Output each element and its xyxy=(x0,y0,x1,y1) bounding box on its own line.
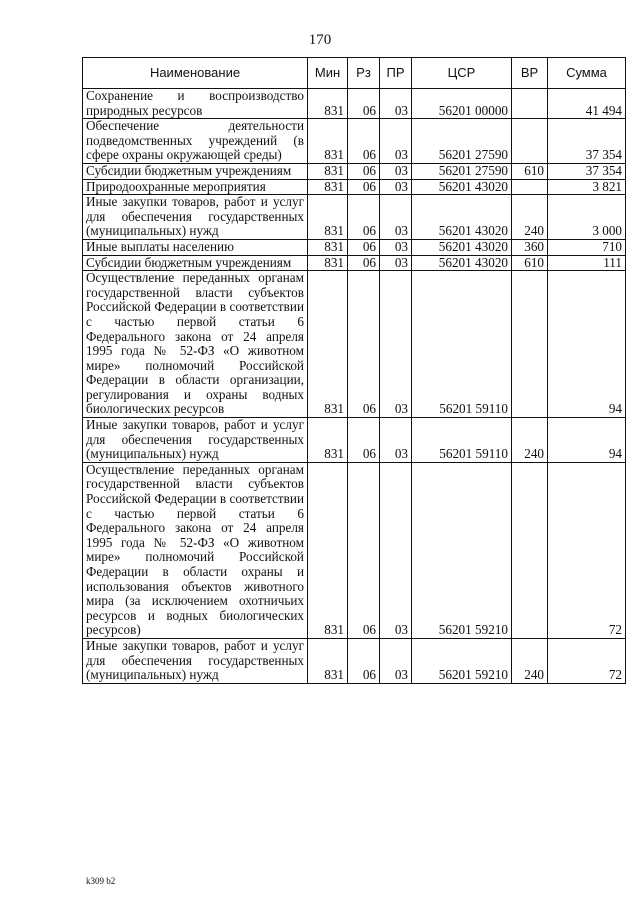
row-sum: 3 000 xyxy=(548,195,626,240)
row-min: 831 xyxy=(308,255,348,271)
row-rz: 06 xyxy=(348,418,380,463)
table-row xyxy=(83,462,626,638)
table-row xyxy=(83,195,626,240)
row-rz: 06 xyxy=(348,462,380,638)
row-csr: 56201 43020 xyxy=(412,179,512,195)
row-rz: 06 xyxy=(348,239,380,255)
table-header-row xyxy=(83,58,626,89)
row-sum: 710 xyxy=(548,239,626,255)
budget-table xyxy=(82,57,626,684)
row-rz: 06 xyxy=(348,89,380,119)
row-rz: 06 xyxy=(348,179,380,195)
row-sum: 111 xyxy=(548,255,626,271)
table-row xyxy=(83,239,626,255)
row-vr xyxy=(512,462,548,638)
row-vr: 240 xyxy=(512,195,548,240)
row-rz: 06 xyxy=(348,195,380,240)
row-sum: 37 354 xyxy=(548,163,626,179)
row-min: 831 xyxy=(308,195,348,240)
row-vr: 240 xyxy=(512,638,548,683)
row-vr xyxy=(512,89,548,119)
row-rz: 06 xyxy=(348,163,380,179)
table-row xyxy=(83,119,626,164)
row-rz: 06 xyxy=(348,638,380,683)
row-min: 831 xyxy=(308,418,348,463)
row-csr: 56201 43020 xyxy=(412,239,512,255)
row-name: Субсидии бюджетным учреждениям xyxy=(83,255,308,271)
row-vr xyxy=(512,271,548,418)
row-pr: 03 xyxy=(380,239,412,255)
row-min: 831 xyxy=(308,271,348,418)
row-pr: 03 xyxy=(380,462,412,638)
row-name: Осуществление переданных органам государственной власти субъектов Российской Федерации в соответствии с частью первой статьи 6 Федерального закона от 24 апреля 1995 года № 52-ФЗ «О животном мире» полномочий Российской Федерации в области охраны и использования объектов животного мира (за исключением охотничьих ресурсов и водных биологических ресурсов) xyxy=(83,462,308,638)
row-csr: 56201 59110 xyxy=(412,418,512,463)
row-csr: 56201 27590 xyxy=(412,163,512,179)
row-csr: 56201 43020 xyxy=(412,195,512,240)
header-name: Наименование xyxy=(83,58,308,89)
header-pr: ПР xyxy=(380,58,412,89)
row-sum: 37 354 xyxy=(548,119,626,164)
header-vr: ВР xyxy=(512,58,548,89)
header-sum: Сумма xyxy=(548,58,626,89)
row-name: Сохранение и воспроизводство природных ресурсов xyxy=(83,89,308,119)
table-row xyxy=(83,89,626,119)
header-rz: Рз xyxy=(348,58,380,89)
row-sum: 94 xyxy=(548,271,626,418)
row-sum: 3 821 xyxy=(548,179,626,195)
row-csr: 56201 43020 xyxy=(412,255,512,271)
row-csr: 56201 00000 xyxy=(412,89,512,119)
row-vr: 240 xyxy=(512,418,548,463)
row-sum: 41 494 xyxy=(548,89,626,119)
row-rz: 06 xyxy=(348,271,380,418)
row-csr: 56201 59210 xyxy=(412,638,512,683)
row-csr: 56201 27590 xyxy=(412,119,512,164)
row-pr: 03 xyxy=(380,179,412,195)
row-vr: 610 xyxy=(512,163,548,179)
header-min: Мин xyxy=(308,58,348,89)
row-name: Иные закупки товаров, работ и услуг для обеспечения государственных (муниципальных) нужд xyxy=(83,418,308,463)
row-min: 831 xyxy=(308,239,348,255)
row-rz: 06 xyxy=(348,119,380,164)
row-name: Иные закупки товаров, работ и услуг для обеспечения государственных (муниципальных) нужд xyxy=(83,638,308,683)
row-vr: 610 xyxy=(512,255,548,271)
row-pr: 03 xyxy=(380,255,412,271)
row-min: 831 xyxy=(308,89,348,119)
table-row xyxy=(83,179,626,195)
table-row xyxy=(83,418,626,463)
row-vr xyxy=(512,119,548,164)
row-name: Субсидии бюджетным учреждениям xyxy=(83,163,308,179)
page-number: 170 xyxy=(308,32,332,48)
row-sum: 94 xyxy=(548,418,626,463)
row-name: Иные закупки товаров, работ и услуг для обеспечения государственных (муниципальных) нужд xyxy=(83,195,308,240)
row-csr: 56201 59210 xyxy=(412,462,512,638)
header-csr: ЦСР xyxy=(412,58,512,89)
row-name: Осуществление переданных органам государственной власти субъектов Российской Федерации в соответствии с частью первой статьи 6 Федерального закона от 24 апреля 1995 года № 52-ФЗ «О животном мире» полномочий Российской Федерации в области организации, регулирования и охраны водных биологических ресурсов xyxy=(83,271,308,418)
table-row xyxy=(83,638,626,683)
table-row xyxy=(83,255,626,271)
row-pr: 03 xyxy=(380,195,412,240)
table-row xyxy=(83,271,626,418)
row-min: 831 xyxy=(308,163,348,179)
row-pr: 03 xyxy=(380,119,412,164)
row-pr: 03 xyxy=(380,418,412,463)
row-min: 831 xyxy=(308,119,348,164)
row-sum: 72 xyxy=(548,462,626,638)
row-vr xyxy=(512,179,548,195)
row-csr: 56201 59110 xyxy=(412,271,512,418)
row-sum: 72 xyxy=(548,638,626,683)
row-min: 831 xyxy=(308,462,348,638)
footer-code: k309 b2 xyxy=(86,876,116,886)
row-pr: 03 xyxy=(380,271,412,418)
row-name: Природоохранные мероприятия xyxy=(83,179,308,195)
row-rz: 06 xyxy=(348,255,380,271)
row-pr: 03 xyxy=(380,89,412,119)
row-vr: 360 xyxy=(512,239,548,255)
row-pr: 03 xyxy=(380,163,412,179)
row-name: Иные выплаты населению xyxy=(83,239,308,255)
row-pr: 03 xyxy=(380,638,412,683)
row-name: Обеспечение деятельности подведомственных учреждений (в сфере охраны окружающей среды) xyxy=(83,119,308,164)
table-row xyxy=(83,163,626,179)
row-min: 831 xyxy=(308,638,348,683)
row-min: 831 xyxy=(308,179,348,195)
